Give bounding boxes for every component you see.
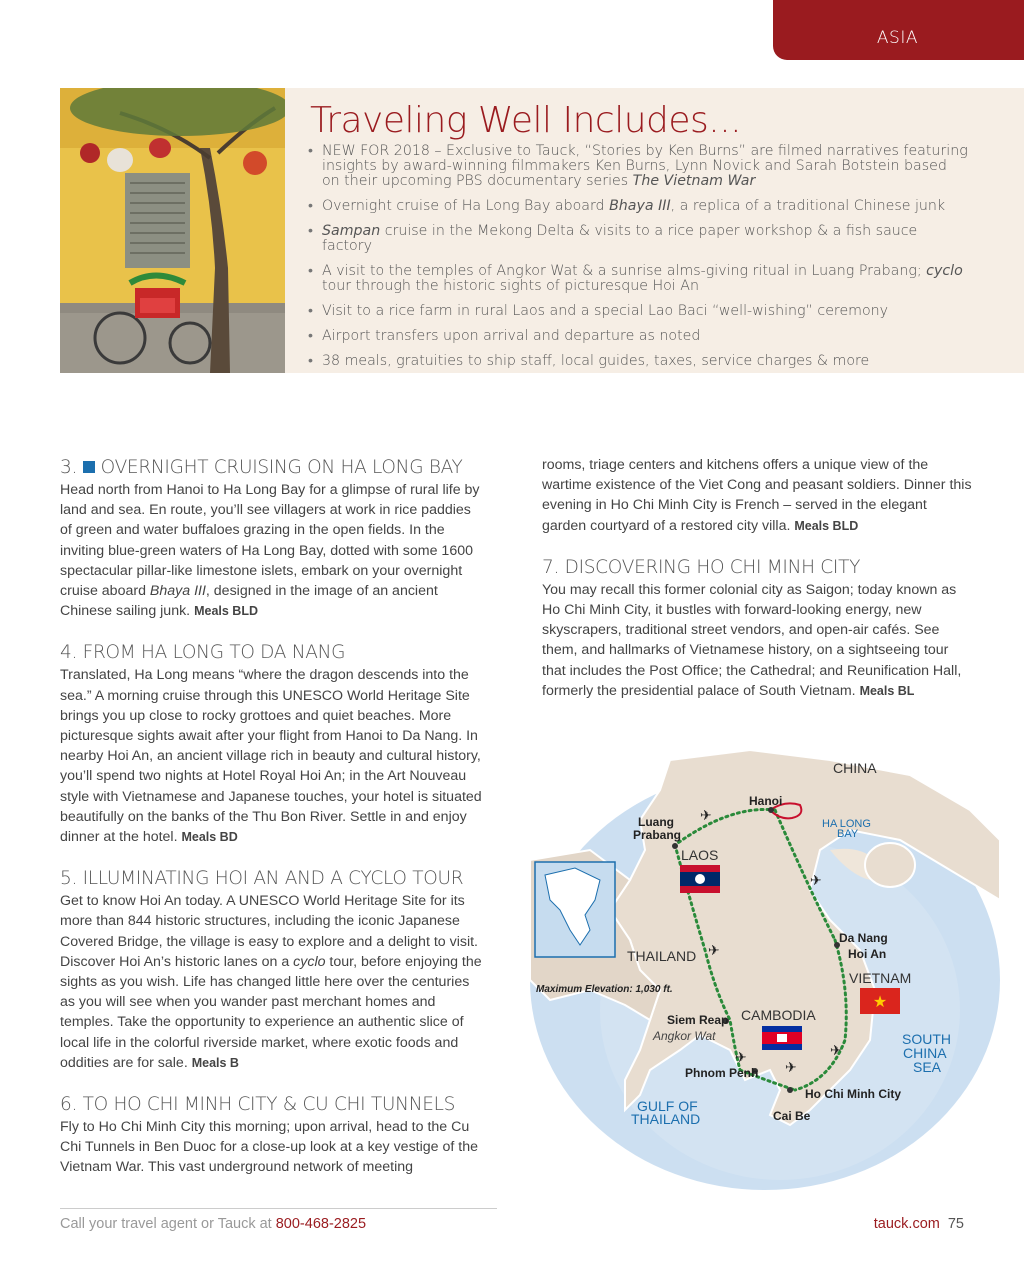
map-label-gulf: GULF OF bbox=[637, 1098, 698, 1114]
includes-item: • Sampan cruise in the Mekong Delta & visits to a rice paper workshop & a fish sauce factory bbox=[308, 224, 968, 254]
map-label-angkor: Angkor Wat bbox=[653, 1029, 716, 1043]
footer-site bbox=[874, 1216, 964, 1232]
day-4-text: Translated, Ha Long means “where the dragon descends into the sea.” A morning cruise through this UNESCO World Heritage Site brings you up close to rocky grottoes and quiet beaches. More picturesque sights await after your flight from Hanoi to Da Nang. In nearby Hoi An, an ancient village rich in beauty and cultural history, you’ll spend two nights at Hotel Royal Hoi An; in the Art Nouveau style with Vietnamese and Japanese touches, your hotel is situated beautifully on the banks of the Thu Bon River. Settle in and enjoy dinner at the hotel. Meals BD bbox=[60, 667, 482, 846]
plane-icon: ✈ bbox=[700, 807, 712, 823]
map-label-china-sea: CHINA bbox=[903, 1045, 947, 1061]
map-label-prabang: Prabang bbox=[633, 828, 682, 842]
plane-icon: ✈ bbox=[830, 1042, 842, 1058]
includes-panel bbox=[60, 88, 1024, 373]
map-label-phnompenh: Phnom Penh bbox=[685, 1066, 759, 1080]
plane-icon: ✈ bbox=[785, 1059, 797, 1075]
svg-text:★: ★ bbox=[872, 994, 888, 1011]
day-5-text: Get to know Hoi An today. A UNESCO World Heritage Site for its more than 844 historic structures, including the iconic Japanese Covered Bridge, the village is easy to explore and a delight to visit. Discover Hoi An’s historic lanes on a cyclo tour, before enjoying the sights as you wish. Life has changed little here over the centuries as you will see when you wander past merchant homes and temples. Take the opportunity to experience an authentic slice of local life in the colorful riverside market, where exotic foods and oddities are for sale. Meals B bbox=[60, 893, 482, 1071]
includes-item: • A visit to the temples of Angkor Wat & a sunrise alms-giving ritual in Luang Prabang; cyclo tour through the historic sights of picturesque Hoi An bbox=[308, 264, 968, 294]
right-column bbox=[542, 455, 972, 721]
plane-icon: ✈ bbox=[810, 872, 822, 888]
includes-item: • Airport transfers upon arrival and departure as noted bbox=[308, 329, 968, 344]
footer-url: tauck.com bbox=[873, 1216, 940, 1232]
map-label-siemreap: Siem Reap bbox=[667, 1013, 729, 1027]
map-label-vietnam: VIETNAM bbox=[849, 970, 912, 986]
includes-title: Traveling Well Includes... bbox=[310, 100, 742, 141]
map-label-bay: BAY bbox=[837, 828, 859, 840]
day-4-heading: 4. FROM HA LONG TO DA NANG bbox=[60, 642, 346, 664]
footer-divider bbox=[60, 1208, 497, 1209]
tour-map bbox=[530, 750, 1000, 1190]
plane-icon: ✈ bbox=[735, 1049, 747, 1065]
day-7-heading: 7. DISCOVERING HO CHI MINH CITY bbox=[542, 556, 861, 578]
day-6-heading: 6. TO HO CHI MINH CITY & CU CHI TUNNELS bbox=[60, 1094, 456, 1116]
map-label-sea: SEA bbox=[913, 1059, 942, 1075]
map-label-china: CHINA bbox=[833, 760, 877, 776]
day-7-text: You may recall this former colonial city as Saigon; today known as Ho Chi Minh City, it bustles with forward-looking energy, new skyscrapers, traditional street vendors, and open-air cafés. See them, and hallmarks of Vietnamese history, on a sightseeing tour that includes the Post Office; the Cathedral; and Reunification Hall, formerly the presidential palace of South Vietnam. Meals BL bbox=[542, 581, 962, 699]
map-label-hcmc: Ho Chi Minh City bbox=[805, 1087, 901, 1101]
includes-list bbox=[308, 144, 968, 379]
map-label-luang: Luang bbox=[638, 815, 674, 829]
map-label-halong: HA LONG bbox=[822, 818, 871, 830]
includes-item: • Visit to a rice farm in rural Laos and a special Lao Baci “well-wishing” ceremony bbox=[308, 304, 968, 319]
includes-item: • Overnight cruise of Ha Long Bay aboard Bhaya III, a replica of a traditional Chinese junk bbox=[308, 199, 968, 214]
map-label-caibe: Cai Be bbox=[773, 1109, 811, 1123]
map-label-south: SOUTH bbox=[902, 1031, 951, 1047]
map-label-thailand: THAILAND bbox=[627, 948, 697, 964]
day-6-text: Fly to Ho Chi Minh City this morning; upon arrival, head to the Cu Chi Tunnels in Ben Duoc for a close-up look at a key vestige of the Vietnam War. This vast underground network of meeting bbox=[60, 1119, 478, 1176]
includes-item: • 38 meals, gratuities to ship staff, local guides, taxes, service charges & more bbox=[308, 354, 968, 369]
ship-square-icon bbox=[83, 461, 95, 473]
map-label-hoian: Hoi An bbox=[848, 947, 887, 961]
footer-phone: 800-468-2825 bbox=[275, 1216, 367, 1232]
hoi-an-photo bbox=[60, 88, 285, 373]
plane-icon: ✈ bbox=[708, 942, 720, 958]
section-tab-label: ASIA bbox=[876, 28, 918, 48]
section-tab bbox=[773, 0, 1024, 60]
map-label-hanoi: Hanoi bbox=[749, 794, 783, 808]
map-label-cambodia: CAMBODIA bbox=[741, 1007, 816, 1023]
day-5-heading: 5. ILLUMINATING HOI AN AND A CYCLO TOUR bbox=[60, 868, 464, 890]
map-label-laos: LAOS bbox=[681, 847, 719, 863]
map-elevation-note: Maximum Elevation: 1,030 ft. bbox=[536, 984, 673, 995]
day-6-continued-text: rooms, triage centers and kitchens offers a unique view of the wartime existence of the Viet Cong and peasant soldiers. Dinner this evening in Ho Chi Minh City is French – served in the elegant garden courtyard of a restored city villa. Meals BLD bbox=[542, 457, 972, 534]
map-label-danang: Da Nang bbox=[839, 931, 888, 945]
day-3-text: Head north from Hanoi to Ha Long Bay for a glimpse of rural life by land and sea. En route, you’ll see villagers at work in rice paddies of green and water buffaloes grazing in the open fields. In the inviting blue-green waters of Ha Long Bay, dotted with some 1600 spectacular pillar-like limestone islets, embark on your overnight cruise aboard Bhaya III, designed in the image of an ancient Chinese sailing junk. Meals BLD bbox=[60, 482, 480, 620]
includes-item: • NEW FOR 2018 – Exclusive to Tauck, “Stories by Ken Burns” are filmed narratives featuring insights by award-winning filmmakers Ken Burns, Lynn Novick and Sarah Botstein based on their upcoming PBS documentary series The Vietnam War bbox=[308, 144, 968, 189]
left-column bbox=[60, 456, 485, 1198]
day-3-heading: 3. OVERNIGHT CRUISING ON HA LONG BAY bbox=[60, 457, 463, 478]
map-label-gulf-thailand: THAILAND bbox=[631, 1111, 701, 1127]
footer-contact: Call your travel agent or Tauck at 800-468-2825 bbox=[60, 1216, 367, 1232]
page-number: 75 bbox=[947, 1216, 964, 1232]
